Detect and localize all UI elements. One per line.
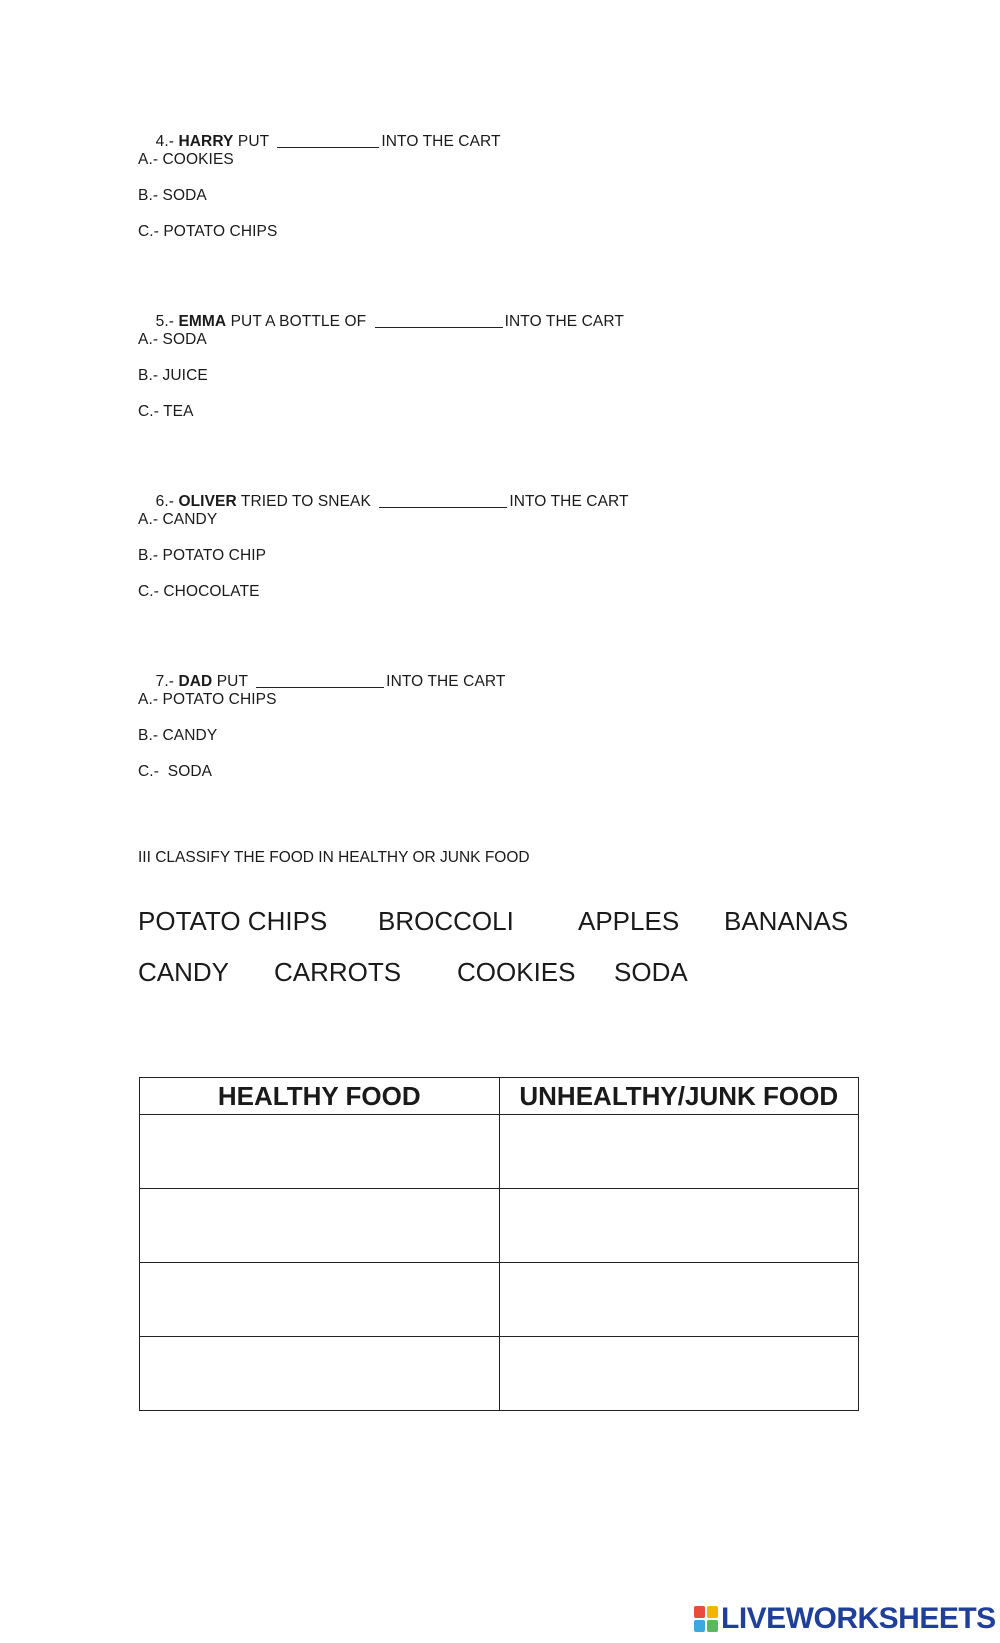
option-a[interactable]: A.- COOKIES bbox=[138, 151, 234, 168]
character-name: EMMA bbox=[178, 313, 227, 330]
question-number: 6.- bbox=[155, 493, 179, 510]
word-bank-item[interactable]: POTATO CHIPS bbox=[138, 906, 328, 936]
option-b[interactable]: B.- SODA bbox=[138, 187, 207, 204]
answer-blank[interactable] bbox=[375, 313, 503, 328]
logo-tile bbox=[707, 1606, 718, 1618]
option-c[interactable]: C.- POTATO CHIPS bbox=[138, 223, 278, 240]
character-name: HARRY bbox=[178, 133, 234, 150]
question-5-text bbox=[138, 295, 624, 349]
word-bank-item[interactable]: CARROTS bbox=[274, 957, 402, 987]
table-row bbox=[140, 1337, 859, 1411]
option-a[interactable]: A.- CANDY bbox=[138, 511, 218, 528]
question-tail: INTO THE CART bbox=[509, 493, 629, 510]
healthy-drop-cell[interactable] bbox=[140, 1263, 500, 1337]
healthy-drop-cell[interactable] bbox=[140, 1115, 500, 1189]
option-b[interactable]: B.- CANDY bbox=[138, 727, 218, 744]
junk-drop-cell[interactable] bbox=[499, 1263, 859, 1337]
question-stem: PUT A BOTTLE OF bbox=[226, 313, 371, 330]
word-bank-item[interactable]: BROCCOLI bbox=[378, 906, 514, 936]
word-bank-item[interactable]: CANDY bbox=[138, 957, 230, 987]
logo-text: LIVEWORKSHEETS bbox=[721, 1602, 996, 1635]
liveworksheets-logo[interactable] bbox=[694, 1604, 996, 1634]
answer-blank[interactable] bbox=[256, 673, 384, 688]
option-a[interactable]: A.- SODA bbox=[138, 331, 207, 348]
word-bank-item[interactable]: APPLES bbox=[578, 906, 680, 936]
question-tail: INTO THE CART bbox=[386, 673, 506, 690]
junk-food-header: UNHEALTHY/JUNK FOOD bbox=[499, 1078, 859, 1115]
logo-tile bbox=[707, 1620, 718, 1632]
classification-table bbox=[139, 1077, 859, 1411]
question-stem: PUT bbox=[233, 133, 274, 150]
word-bank-item[interactable]: SODA bbox=[614, 957, 688, 987]
healthy-food-header: HEALTHY FOOD bbox=[140, 1078, 500, 1115]
junk-drop-cell[interactable] bbox=[499, 1337, 859, 1411]
question-number: 5.- bbox=[155, 313, 179, 330]
logo-mark-icon bbox=[694, 1606, 718, 1632]
answer-blank[interactable] bbox=[379, 493, 507, 508]
question-stem: PUT bbox=[212, 673, 253, 690]
character-name: DAD bbox=[178, 673, 213, 690]
question-number: 7.- bbox=[155, 673, 179, 690]
question-tail: INTO THE CART bbox=[381, 133, 501, 150]
character-name: OLIVER bbox=[178, 493, 237, 510]
word-bank-item[interactable]: BANANAS bbox=[724, 906, 849, 936]
logo-tile bbox=[694, 1606, 705, 1618]
option-c[interactable]: C.- SODA bbox=[138, 763, 213, 780]
table-row bbox=[140, 1115, 859, 1189]
question-number: 4.- bbox=[155, 133, 179, 150]
section-title: III CLASSIFY THE FOOD IN HEALTHY OR JUNK FOOD bbox=[138, 849, 530, 866]
answer-blank[interactable] bbox=[277, 133, 379, 148]
option-b[interactable]: B.- POTATO CHIP bbox=[138, 547, 267, 564]
option-c[interactable]: C.- TEA bbox=[138, 403, 194, 420]
option-a[interactable]: A.- POTATO CHIPS bbox=[138, 691, 277, 708]
logo-tile bbox=[694, 1620, 705, 1632]
healthy-drop-cell[interactable] bbox=[140, 1189, 500, 1263]
question-tail: INTO THE CART bbox=[504, 313, 624, 330]
table-row bbox=[140, 1263, 859, 1337]
question-stem: TRIED TO SNEAK bbox=[236, 493, 376, 510]
option-b[interactable]: B.- JUICE bbox=[138, 367, 208, 384]
table-row bbox=[140, 1189, 859, 1263]
word-bank-item[interactable]: COOKIES bbox=[457, 957, 576, 987]
junk-drop-cell[interactable] bbox=[499, 1115, 859, 1189]
junk-drop-cell[interactable] bbox=[499, 1189, 859, 1263]
healthy-drop-cell[interactable] bbox=[140, 1337, 500, 1411]
option-c[interactable]: C.- CHOCOLATE bbox=[138, 583, 260, 600]
